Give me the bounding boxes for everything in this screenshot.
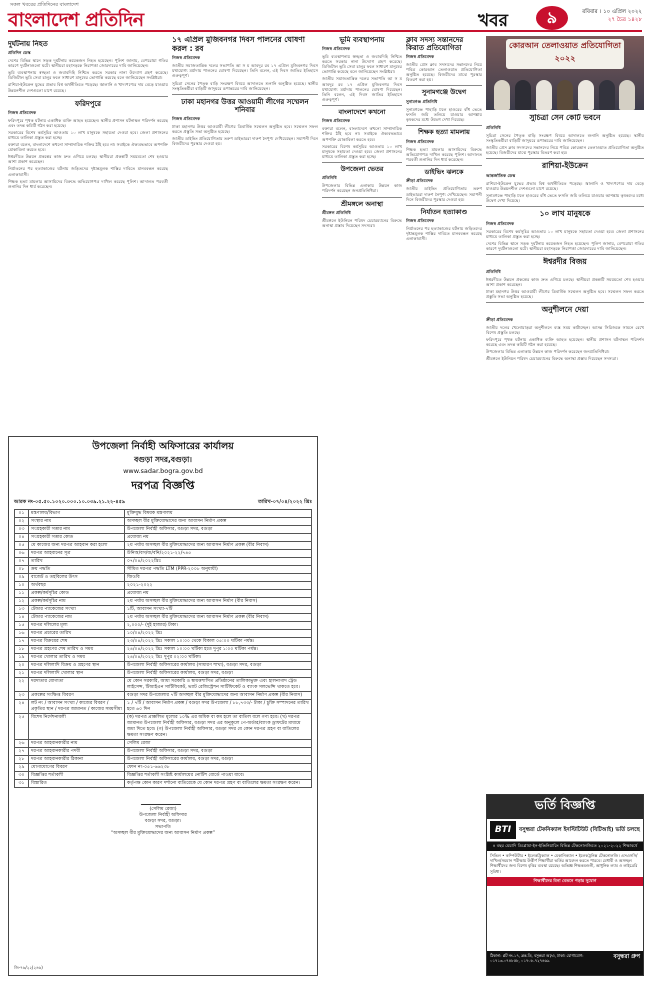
signatory-title: উপজেলা নির্বাহী অফিসার [139,813,187,818]
body-a2-more2: বক্তারা বলেন, বাংলাদেশে কখনো সাম্প্রদায়িক শক্তির ঠাঁই হবে না। সবাইকে ঐক্যবদ্ধভাবে অপশক্তি মোকাবিলা করতে হবে। [8,142,168,153]
tender-row [15,638,312,646]
tender-office: উপজেলা নির্বাহী অফিসারের কার্যালয় [92,441,234,452]
row-value: জিওবি [125,574,312,582]
row-value: ১ / ৭টি / আবাসন নির্মাণ প্রকল্প / বগুড়া সদর উপজেলা / ৮৮,৭৩৩/- টাকা / চুক্তি সম্পাদনের তারিখ হতে ৬০ দিন [125,700,312,714]
divider [486,158,644,159]
tender-row [15,542,312,550]
body-a9-more: সরকারের বিশেষ কর্মসূচির আওতায় ১০ লাখ মানুষকে সহায়তা দেওয়া হবে। জেলা প্রশাসনের মাধ্যমে তালিকা প্রস্তুত করা হচ্ছে। [322,143,402,159]
row-value: ২য় পর্যায় অসচ্ছল বীর মুক্তিযোদ্ধাদের জন্য আবাসন নির্মাণ প্রকল্প (বীর নিবাস) [125,614,312,622]
tender-row [15,534,312,542]
section-title: খবর [478,11,508,31]
body-a10: জাতীয় ডাইভিং প্রতিযোগিতায় তরুণ ডাইভাররা দারুণ নৈপুণ্য দেখিয়েছেন। সমাপনী দিনে বিজয়ীদের পুরস্কার দেওয়া হয়। [406,186,482,202]
row-value: যে কোন সরকারি, আধা সরকারি ও স্বায়ত্তশাসিত প্রতিষ্ঠানের তালিকাভুক্ত এবং হালনাগাদ ট্রেড লাইসেন্স, টিআইএন সার্টিফিকেট, ভ্যাট রেজিস্ট্রেশন সার্টিফিকেট ও ব্যাংক সলভেন্সি থাকতে হবে। [125,678,312,692]
byline-a4: নিজস্ব প্রতিবেদক [172,115,201,121]
row-label: দরদাতার যোগ্যতা [29,678,125,692]
row-value: উপজেলা নির্বাহী অফিসারের কার্যালয়, বগুড়া সদর, বগুড়া [125,756,312,764]
headline-a18[interactable]: অনুশীলনে দেয়া [541,305,589,314]
body-a2-more4: নির্যাতনের পর হত্যাকাণ্ডের ঘটনায় জড়িতদের দৃষ্টান্তমূলক শাস্তির দাবিতে মানববন্ধন করেছে এলাকাবাসী। [8,166,168,177]
row-value: সীমিত দরপত্র পদ্ধতি LTM (PPR-২০০৮ অনুযায়ী) [125,566,312,574]
divider [322,162,402,163]
row-number: ১৬ [15,630,29,638]
row-value: ২৪/০৪/২০২২ খ্রিঃ দুপুর ০২:০০ ঘটিকা। [125,654,312,662]
byline-a8: নিজস্ব প্রতিবেদক [406,138,435,144]
issue-date-line: রবিবার । ১০ এপ্রিল ২০২২ [582,9,642,15]
tender-row [15,630,312,638]
headline-a12[interactable]: উপজেলা ভেতর [340,164,384,173]
admission-contact: ঠিকানা: প্লট নং-১৭, ব্লক-ডি, বসুন্ধরা আ/এ, ঢাকা। যোগাযোগ: ০১৭১৩-০৭৪৮৫৮, ০১৭০৮-৭২৭৪৬৯ [490,953,584,963]
byline-a12: প্রতিনিধি [322,175,337,181]
tender-row [15,558,312,566]
byline-a1: প্রতিদিন ডেস্ক [8,50,31,56]
row-value: উনিঅ/বস/জ/বনি/২০২১-২২/৭৪৫ [125,550,312,558]
body-a11: নির্যাতনের পর হত্যাকাণ্ডের ঘটনায় জড়িতদের দৃষ্টান্তমূলক শাস্তির দাবিতে মানববন্ধন করেছে এলাকাবাসী। [406,226,482,242]
body-a14-more: জাতীয় প্রেস ক্লাব সদস্যদের সন্তানদের নিয়ে পবিত্র কোরআন তেলাওয়াত প্রতিযোগিতা অনুষ্ঠিত হয়েছে। বিজয়ীদের মাঝে পুরস্কার বিতরণ করা হয়। [486,144,644,155]
divider [406,85,482,86]
tender-row [15,670,312,678]
row-value: মুক্তিযুদ্ধ বিষয়ক মন্ত্রণালয় [125,510,312,518]
body-a17-more: ঢাকা মহানগর উত্তর আওয়ামী লীগের ত্রিবার্ষিক সম্মেলন অনুষ্ঠিত হবে। সম্মেলন সফল করতে প্রস্তুতি সভা অনুষ্ঠিত হয়েছে। [486,288,644,299]
headline-a9[interactable]: বাংলাদেশে কখনো [338,107,386,116]
headline-a1[interactable]: দুর্ঘটনায় নিহত [8,40,48,48]
ad-code: জি-৭৬/২২(২৪৬) [14,965,43,970]
body-a15: রাশিয়া-ইউক্রেন যুদ্ধের প্রভাব বিশ্ব অর্থনীতিতে পড়েছে। জ্বালানি ও খাদ্যপণ্যের দাম বেড়ে যাওয়ায় উন্নয়নশীল দেশগুলো চাপে রয়েছে। [486,180,644,191]
row-label: টেন্ডার প্যাকেজের নাম [29,614,125,622]
tender-row [15,700,312,714]
row-label: বিশেষ নির্দেশনাবলী [29,714,125,740]
admission-highlight: শিক্ষার্থীদের বিনা বেতনে পড়ার সুযোগ [487,877,643,886]
row-number: ২২ [15,678,29,692]
tender-row [15,590,312,598]
column-1 [8,40,168,432]
admission-ad [486,794,644,976]
tender-table [14,509,312,788]
tender-row [15,714,312,740]
row-number: ২৯ [15,764,29,772]
admission-subtitle: ৪ বছর মেয়াদি ডিপ্লোমা-ইন-ইঞ্জিনিয়ারিং বিভিন্ন টেকনোলজিতে ২০২১-২০২২ শিক্ষাবর্ষে [487,842,643,851]
body-a16-more: দেশের বিভিন্ন স্থানে সড়ক দুর্ঘটনায় কয়েকজন নিহত হয়েছেন। পুলিশ জানায়, বেপরোয়া গতির কারণে দুর্ঘটনাগুলো ঘটে। স্থানীয়রা মহাসড়কে নিরাপত্তা জোরদারের দাবি জানিয়েছেন। [486,240,644,251]
row-value: বগুড়া সদর উপজেলার ৭টি অসচ্ছল বীর মুক্তিযোদ্ধাদের জন্য আবাসন নির্মাণ প্রকল্প (বীর নিবাস) [125,692,312,700]
headline-a3[interactable]: ১৭ এপ্রিল মুজিবনগর দিবস পালনের ঘোষণা করল : রব [172,36,305,53]
page-number-badge: ৯ [536,6,568,30]
byline-a3: নিজস্ব প্রতিবেদক [172,55,201,61]
tender-row [15,740,312,748]
column-5 [486,114,644,790]
body-a13: শ্রীমঙ্গলে ইউনিয়ন পরিষদ চেয়ারম্যানের বিরুদ্ধে অনাস্থা প্রস্তাব দিয়েছেন সদস্যরা। [322,218,402,229]
body-a6: জাতীয় প্রেস ক্লাব সদস্যদের সন্তানদের নিয়ে পবিত্র কোরআন তেলাওয়াত প্রতিযোগিতা অনুষ্ঠিত হয়েছে। বিজয়ীদের মাঝে পুরস্কার বিতরণ করা হয়। [406,62,482,83]
row-number: ০৯ [15,574,29,582]
tender-row [15,518,312,526]
row-number: ১০ [15,582,29,590]
body-a1-more: ভূমি ব্যবস্থাপনায় স্বচ্ছতা ও জবাবদিহি নিশ্চিত করতে সরকার নানা উদ্যোগ গ্রহণ করেছে। ডিজিটাল ভূমি সেবা চালুর ফলে সাধারণ মানুষের ভোগান্তি কমেছে বলে জানিয়েছেন সংশ্লিষ্টরা। [8,70,168,81]
signatory-name: (সেলিম রেজা) [149,807,177,812]
tender-row [15,526,312,534]
row-number: ১৫ [15,622,29,630]
group-logo: বসুন্ধরা গ্রুপ [613,954,640,960]
row-value: সেলিম রেজা [125,740,312,748]
row-value: ২৪/০৪/২০২২ খ্রিঃ সকাল ১০:০০ ঘটিকা হতে দুপুর ১:০০ ঘটিকা পর্যন্ত। [125,646,312,654]
row-number: ৩০ [15,772,29,780]
body-a2: ফরিদপুরে পৃথক ঘটনায় একাধিক ব্যক্তি আহত হয়েছেন। স্থানীয় প্রশাসন ঘটনাস্থল পরিদর্শন করেছে এবং তদন্ত কমিটি গঠন করা হয়েছে। [8,117,168,128]
admission-body: সিভিল • কম্পিউটার • ইলেকট্রিক্যাল • মেকানিক্যাল • ইলেকট্রনিক্স টেকনোলজি। এসএসসি/দাখিল/সমমান পরীক্ষায় উত্তীর্ণ শিক্ষার্থীরা ভর্তির আবেদন করতে পারবে। মেধাবী ও অসচ্ছল শিক্ষার্থীদের জন্য বিশেষ বৃত্তির ব্যবস্থা রয়েছে। অভিজ্ঞ শিক্ষকমণ্ডলী, আধুনিক ল্যাব ও লাইব্রেরি সুবিধা। [490,853,638,874]
row-number: ০৩ [15,526,29,534]
row-number: ২৬ [15,740,29,748]
signatory-office: বগুড়া সদর, বগুড়া। [144,819,182,824]
divider [172,94,318,95]
tender-row [15,764,312,772]
body-a16: সরকারের বিশেষ কর্মসূচির আওতায় ১০ লাখ মানুষকে সহায়তা দেওয়া হবে। জেলা প্রশাসনের মাধ্যমে তালিকা প্রস্তুত করা হচ্ছে। [486,228,644,239]
row-value: প্রযোজ্য নয় [125,590,312,598]
admission-title: ভর্তি বিজ্ঞপ্তি [487,795,643,819]
row-number: ১২ [15,598,29,606]
row-label: বিজ্ঞপ্তির শর্তাবলী [29,772,125,780]
row-value: উপজেলা নির্বাহী অফিসার, বগুড়া সদর, বগুড়া [125,526,312,534]
body-a2-more3: ঈশ্বরদীতে উন্নয়ন প্রকল্পের কাজ দ্রুত এগিয়ে চলছে। স্থানীয়রা প্রকল্পটি সময়মতো শেষ হওয়ার আশা প্রকাশ করেছেন। [8,154,168,165]
headline-a14[interactable]: সুচিত্রা সেন কোর্ট ভবনে [529,114,601,122]
divider [486,254,644,255]
divider [8,96,168,97]
event-photo [486,36,644,110]
person-figure [557,80,573,110]
tender-location: বগুড়া সদর,বগুড়া। [134,455,192,464]
row-label: সংগ্রহকারী সত্তার নাম [29,526,125,534]
row-number: ২৩ [15,692,29,700]
headline-a13[interactable]: শ্রীমঙ্গলে অনাস্থা [341,199,383,208]
row-number: ১১ [15,590,29,598]
body-a18-more2: উপজেলার বিভিন্ন এলাকায় উন্নয়ন কাজ পরিদর্শন করেছেন জনপ্রতিনিধিরা। [486,349,610,354]
column-3 [322,36,402,976]
row-value: প্রযোজ্য নয় [125,534,312,542]
body-a18-more: ফরিদপুরে পৃথক ঘটনায় একাধিক ব্যক্তি আহত হয়েছেন। স্থানীয় প্রশাসন ঘটনাস্থল পরিদর্শন করেছে এবং তদন্ত কমিটি গঠন করা হয়েছে। [486,336,644,347]
divider [486,206,644,207]
body-a5-more: জাতীয় সমাজতান্ত্রিক দলের সভাপতি আ স ম আবদুর রব ১৭ এপ্রিল মুজিবনগর দিবস যথাযোগ্য মর্যাদায় পালনের ঘোষণা দিয়েছেন। তিনি বলেন, এই দিবস জাতির ইতিহাসে গুরুত্বপূর্ণ। [322,76,402,102]
person-figure [536,80,552,110]
row-value: ১০/০৪/২০২২ খ্রিঃ [125,630,312,638]
row-number: ২৫ [15,714,29,740]
row-label: দরপত্র খোলার তারিখ ও সময় [29,654,125,662]
row-label: দরপত্র দলিলাদি খোলার স্থান [29,670,125,678]
row-label: প্রকল্পের সংক্ষিপ্ত বিবরণ [29,692,125,700]
row-value: ২,০০০/- (দুই হাজার) টাকা। [125,622,312,630]
row-number: ২০ [15,662,29,670]
row-label: মন্ত্রণালয়/বিভাগ [29,510,125,518]
row-label: প্রকল্প/কর্মসূচির নাম [29,598,125,606]
byline-a9: নিজস্ব প্রতিবেদক [322,118,351,124]
tender-row [15,606,312,614]
byline-a2: নিজস্ব প্রতিবেদক [8,109,37,115]
tender-notice [8,436,318,976]
row-label: দরপত্র প্রচারের তারিখ [29,630,125,638]
byline-a5: নিজস্ব প্রতিবেদক [322,46,351,52]
row-value: ২য় পর্যায় অসচ্ছল বীর মুক্তিযোদ্ধাদের জন্য আবাসন নির্মাণ (বীর নিবাস) [125,598,312,606]
body-a3: জাতীয় সমাজতান্ত্রিক দলের সভাপতি আ স ম আবদুর রব ১৭ এপ্রিল মুজিবনগর দিবস যথাযোগ্য মর্যাদায় পালনের ঘোষণা দিয়েছেন। তিনি বলেন, এই দিবস জাতির ইতিহাসে গুরুত্বপূর্ণ। [172,63,318,79]
body-a9: বক্তারা বলেন, বাংলাদেশে কখনো সাম্প্রদায়িক শক্তির ঠাঁই হবে না। সবাইকে ঐক্যবদ্ধভাবে অপশক্তি মোকাবিলা করতে হবে। [322,126,402,142]
body-a1-more2: রাশিয়া-ইউক্রেন যুদ্ধের প্রভাব বিশ্ব অর্থনীতিতে পড়েছে। জ্বালানি ও খাদ্যপণ্যের দাম বেড়ে যাওয়ায় উন্নয়নশীল দেশগুলো চাপে রয়েছে। [8,82,168,93]
row-label: টেন্ডার প্যাকেজের সংখ্যা [29,606,125,614]
row-number: ১৪ [15,614,29,622]
newspaper-logo[interactable]: বাংলাদেশ প্রতিদিন [8,9,144,31]
body-a8: শিক্ষক হত্যা মামলার আসামিদের বিরুদ্ধে অভিযোগপত্র দাখিল করেছে পুলিশ। আদালত পরবর্তী শুনানির দিন ধার্য করেছেন। [406,146,482,162]
headline-a7[interactable]: সুনামগঞ্জে উদ্বেগ [421,88,467,97]
tender-row [15,780,312,788]
body-a2-more: সরকারের বিশেষ কর্মসূচির আওতায় ১০ লাখ মানুষকে সহায়তা দেওয়া হবে। জেলা প্রশাসনের মাধ্যমে তালিকা প্রস্তুত করা হচ্ছে। [8,129,168,140]
body-a3-more: সুচিত্রা সেনের পৈতৃক বাড়ি সংরক্ষণ বিষয়ে আদালতে শুনানি অনুষ্ঠিত হয়েছে। স্থানীয় সংস্কৃতিকর্মীরা বাড়িটি জাদুঘরে রূপান্তরের দাবি জানিয়েছেন। [172,80,318,91]
row-value: ২য় পর্যায় অসচ্ছল বীর মুক্তিযোদ্ধাদের জন্য আবাসন নির্মাণ প্রকল্প (বীর নিবাস) [125,542,312,550]
body-a12: উপজেলার বিভিন্ন এলাকায় উন্নয়ন কাজ পরিদর্শন করেছেন জনপ্রতিনিধিরা। [322,183,402,194]
body-a14: সুচিত্রা সেনের পৈতৃক বাড়ি সংরক্ষণ বিষয়ে আদালতে শুনানি অনুষ্ঠিত হয়েছে। স্থানীয় সংস্কৃতিকর্মীরা বাড়িটি জাদুঘরে রূপান্তরের দাবি জানিয়েছেন। [486,132,644,143]
row-value: উপজেলা নির্বাহী অফিসারের কার্যালয় (সাধারণ শাখা), বগুড়া সদর, বগুড়া [125,662,312,670]
byline-a11: নিজস্ব প্রতিবেদক [406,218,435,224]
row-value: বিজ্ঞপ্তির শর্তাবলী সংশ্লিষ্ট কার্যালয়ের নোটিশ বোর্ডে পাওয়া যাবে। [125,772,312,780]
row-value: (ক) দরপত্র প্রাক্কলিত মূল্যের ১০% এর অধিক বা কম হলে তা বাতিল বলে গণ্য হবে। (খ) দরপত্র জামানত উপজেলা নির্বাহী অফিসার, বগুড়া সদর এর অনুকূলে পে-অর্ডার/ব্যাংক ড্রাফটের মাধ্যমে জমা দিতে হবে। (গ) উপজেলা নির্বাহী অফিসার, বগুড়া সদর যে কোন দরপত্র গ্রহণ বা বাতিলের ক্ষমতা সংরক্ষণ করেন। [125,714,312,740]
row-label: দরপত্র আহবানকারীর নাম [29,740,125,748]
institute-name: বসুন্ধরা টেকনিক্যাল ইনস্টিটিউট (বিটিআই) ভর্তি চলছে [519,826,640,833]
tender-row [15,772,312,780]
row-number: ০৫ [15,542,29,550]
body-a17: ঈশ্বরদীতে উন্নয়ন প্রকল্পের কাজ দ্রুত এগিয়ে চলছে। স্থানীয়রা প্রকল্পটি সময়মতো শেষ হওয়ার আশা প্রকাশ করেছেন। [486,276,644,287]
byline-a15: আন্তর্জাতিক ডেস্ক [486,172,516,178]
row-label: তারিখ [29,558,125,566]
divider [486,302,644,303]
body-a4-more: জাতীয় ডাইভিং প্রতিযোগিতায় তরুণ ডাইভাররা দারুণ নৈপুণ্য দেখিয়েছেন। সমাপনী দিনে বিজয়ীদের পুরস্কার দেওয়া হয়। [172,136,318,147]
row-label: সংস্থার নাম [29,518,125,526]
body-a5: ভূমি ব্যবস্থাপনায় স্বচ্ছতা ও জবাবদিহি নিশ্চিত করতে সরকার নানা উদ্যোগ গ্রহণ করেছে। ডিজিটাল ভূমি সেবা চালুর ফলে সাধারণ মানুষের ভোগান্তি কমেছে বলে জানিয়েছেন সংশ্লিষ্টরা। [322,54,402,75]
row-value: ২০২১-২০২২ [125,582,312,590]
tender-website-link[interactable]: www.sadar.bogra.gov.bd [123,467,203,475]
row-value: অসচ্ছল বীর মুক্তিযোদ্ধাদের জন্য আবাসন নির্মাণ প্রকল্প [125,518,312,526]
headline-a16[interactable]: ১০ লাখ মানুষকে [539,209,591,218]
tender-row [15,614,312,622]
divider [406,165,482,166]
headline-a6[interactable]: ক্লাব সদস্য সন্তানদের কিরাত প্রতিযোগিতা [406,36,464,53]
body-a18: জাতীয় দলের খেলোয়াড়রা অনুশীলনে ব্যস্ত সময় কাটাচ্ছেন। আসন্ন সিরিজকে সামনে রেখে বিশেষ প্রস্তুতি চলছে। [486,324,644,335]
headline-a8[interactable]: শিক্ষক হত্যা মামলায় [418,128,470,137]
row-label: অর্থবছর [29,582,125,590]
row-number: ২৮ [15,756,29,764]
row-label: প্রকল্প/কর্মসূচির কোড [29,590,125,598]
row-label: দরপত্র দলিলাদি বিক্রয় ও গ্রহণের স্থান [29,662,125,670]
tender-row [15,756,312,764]
divider [322,105,402,106]
row-label: দরপত্র দলিলের মূল্য [29,622,125,630]
row-value: ২৩/০৪/২০২২ খ্রিঃ সকাল ১০:০০ থেকে বিকাল ০৫:০০ ঘটিকা পর্যন্ত। [125,638,312,646]
row-number: ০২ [15,518,29,526]
byline-a14: প্রতিনিধি [486,124,501,130]
row-value: কর্তৃপক্ষ কোন কারণ দর্শানো ব্যতিরেকে যে কোন দরপত্র গ্রহণ বা বাতিলের ক্ষমতা সংরক্ষণ করেন। [125,780,312,788]
row-number: ২৭ [15,748,29,756]
divider [406,125,482,126]
row-value: উপজেলা নির্বাহী অফিসার, বগুড়া সদর, বগুড়া [125,748,312,756]
row-number: ১৩ [15,606,29,614]
row-label: দরপত্র আহবানকারীর ঠিকানা [29,756,125,764]
row-number: ০৭ [15,558,29,566]
issue-date-bangla: ২৭ চৈত্র ১৪২৮ [607,17,642,23]
byline-a17: প্রতিনিধি [486,268,501,274]
bti-logo: BTI [490,821,516,839]
signatory-project: “অসচ্ছল বীর মুক্তিযোদ্ধাদের জন্য আবাসন নির্মাণ প্রকল্প” [110,831,216,836]
byline-a18: ক্রীড়া প্রতিবেদক [486,316,513,322]
body-a1: দেশের বিভিন্ন স্থানে সড়ক দুর্ঘটনায় কয়েকজন নিহত হয়েছেন। পুলিশ জানায়, বেপরোয়া গতির কারণে দুর্ঘটনাগুলো ঘটে। স্থানীয়রা মহাসড়কে নিরাপত্তা জোরদারের দাবি জানিয়েছেন। [8,58,168,69]
row-label: যে কাজের জন্য দরপত্র আহবান করা হলো [29,542,125,550]
tender-row [15,654,312,662]
memo-number: আরক নং-০৫.৫০.১০২০.০০০.১০.০৩৯.২১.২২-৪৫৯ [14,499,126,505]
row-number: ০১ [15,510,29,518]
person-figure [599,80,615,110]
tender-row [15,510,312,518]
row-value: ফোন নং-০৫১-৬৬২৩৮ [125,764,312,772]
byline-a6: নিজস্ব প্রতিবেদক [406,54,435,60]
tender-row [15,598,312,606]
tender-memo [14,499,312,507]
tender-row [15,582,312,590]
headline-a4[interactable]: ঢাকা মহানগর উত্তর আওয়ামী লীগের সম্মেলন শনিবার [181,97,309,114]
masthead-tagline: সকল খবরের প্রতিদিনের বাংলাদেশ [10,2,79,8]
row-number: ০৮ [15,566,29,574]
signatory-role: সভাপতি [155,825,171,830]
divider [406,205,482,206]
row-label: দরপত্র আহবানের সূত্র [29,550,125,558]
byline-a10: ক্রীড়া প্রতিবেদক [406,178,433,184]
photo-banner: কোরআন তেলাওয়াত প্রতিযোগিতা ২০২২ [506,39,624,69]
row-value: ১টি, আবাসন সংখ্যা-৭টি [125,606,312,614]
institute-header [487,819,643,842]
body-a4: ঢাকা মহানগর উত্তর আওয়ামী লীগের ত্রিবার্ষিক সম্মেলন অনুষ্ঠিত হবে। সম্মেলন সফল করতে প্রস্তুতি সভা অনুষ্ঠিত হয়েছে। [172,123,318,134]
row-value: ০৭/০৪/২০২২খ্রিঃ [125,558,312,566]
headline-a15[interactable]: রাশিয়া-ইউক্রেন [541,161,589,170]
headline-a2[interactable]: ফরিদপুরে [74,99,102,108]
issue-date [572,8,642,24]
tender-title: দরপত্র বিজ্ঞপ্তি [131,479,195,492]
row-label: সংগ্রহকারী সত্তার কোড [29,534,125,542]
byline-a7: সুনামগঞ্জ প্রতিনিধি [406,98,438,104]
row-label: দরপত্র আহবানকারীর পদবী [29,748,125,756]
row-number: ১৯ [15,654,29,662]
body-a2-more5: শিক্ষক হত্যা মামলার আসামিদের বিরুদ্ধে অভিযোগপত্র দাখিল করেছে পুলিশ। আদালত পরবর্তী শুনানির দিন ধার্য করেছেন। [8,178,168,189]
person-figure [494,80,510,110]
tender-row [15,692,312,700]
row-value: উপজেলা নির্বাহী অফিসারের কার্যালয়, বগুড়া সদর, বগুড়া [125,670,312,678]
row-label: দরপত্র বিক্রয়ের শেষ [29,638,125,646]
row-label: বিস্তারিত [29,780,125,788]
row-label: বাজেট ও তহবিলের উৎস [29,574,125,582]
tender-row [15,622,312,630]
signature [141,793,185,805]
admission-footer [487,951,643,975]
masthead [8,2,642,32]
headline-a5[interactable]: ভূমি ব্যবস্থাপনায় [339,36,385,44]
photo-people [492,72,638,110]
headline-a11[interactable]: নির্যাতন হত্যাকাণ্ড [420,207,468,216]
headline-a10[interactable]: ডাইভিং ঝলকে [424,167,464,176]
column-2 [172,36,318,432]
column-4 [406,36,482,976]
row-number: ১৮ [15,646,29,654]
byline-a13: শ্রীমঙ্গল প্রতিনিধি [322,210,351,216]
row-number: ১৭ [15,638,29,646]
person-figure [619,80,635,110]
row-label: দরপত্র গ্রহণের শেষ তারিখ ও সময় [29,646,125,654]
tender-row [15,748,312,756]
row-number: ২৪ [15,700,29,714]
memo-date: তারিখ-০৭/০৪/২০২২ খ্রিঃ [258,499,312,505]
tender-row [15,566,312,574]
divider [322,197,402,198]
signature-block [14,793,312,837]
tender-row [15,662,312,670]
row-number: ২১ [15,670,29,678]
tender-row [15,678,312,692]
person-figure [515,80,531,110]
headline-a17[interactable]: ঈশ্বরদীর বিজয় [543,257,587,266]
body-a18-more3: শ্রীমঙ্গলে ইউনিয়ন পরিষদ চেয়ারম্যানের বিরুদ্ধে অনাস্থা প্রস্তাব দিয়েছেন সদস্যরা। [486,356,618,362]
row-label: যোগাযোগের বিবরণ [29,764,125,772]
row-number: ০৬ [15,550,29,558]
person-figure [578,80,594,110]
row-number: ৩১ [15,780,29,788]
body-a7: সুনামগঞ্জে পাহাড়ি ঢলে হাওরের বাঁধ ভেঙে ফসলি জমি তলিয়ে যাওয়ার আশঙ্কায় কৃষকদের মধ্যে উদ্বেগ দেখা দিয়েছে। [406,106,482,123]
byline-a16: নিজস্ব প্রতিবেদক [486,220,515,226]
row-label: ক্রয় পদ্ধতি [29,566,125,574]
body-a15-more: সুনামগঞ্জে পাহাড়ি ঢলে হাওরের বাঁধ ভেঙে ফসলি জমি তলিয়ে যাওয়ার আশঙ্কায় কৃষকদের মধ্যে উদ্বেগ দেখা দিয়েছে। [486,192,644,203]
tender-row [15,646,312,654]
tender-row [15,550,312,558]
row-label: লট নং / আবাসন সংখ্যা / কাজের বিবরণ / প্রকৃতির স্থান / দরপত্র জামানত / কাজের সময়সীমা [29,700,125,714]
row-number: ০৪ [15,534,29,542]
tender-row [15,574,312,582]
